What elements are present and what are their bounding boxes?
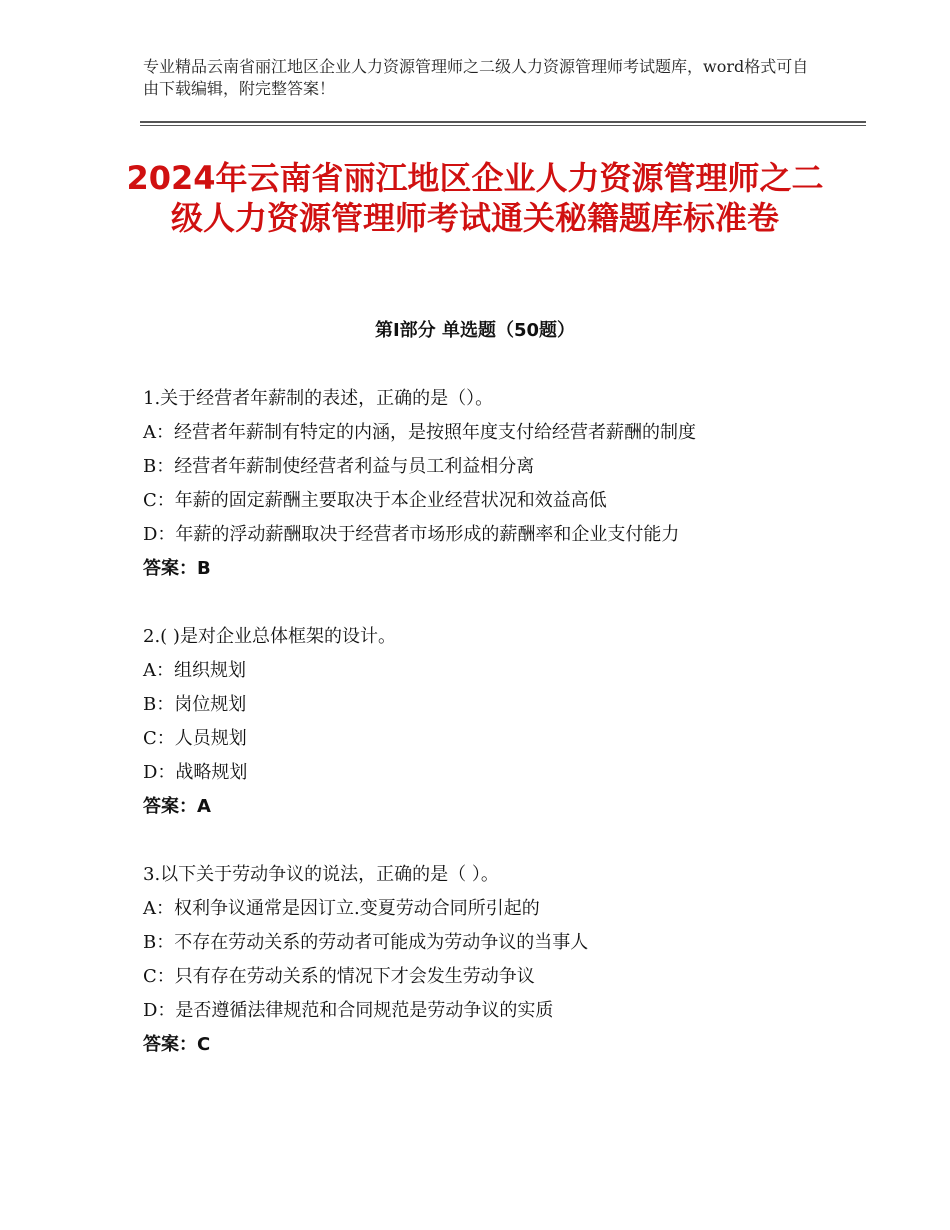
option-c: C：只有存在劳动关系的情况下才会发生劳动争议 bbox=[143, 966, 535, 987]
document-title: 2024年云南省丽江地区企业人力资源管理师之二级人力资源管理师考试通关秘籍题库标准卷 bbox=[126, 159, 824, 237]
option-d: D：战略规划 bbox=[143, 762, 248, 783]
question-stem: 1.关于经营者年薪制的表述，正确的是（）。 bbox=[143, 388, 494, 409]
option-d: D：年薪的浮动薪酬取决于经营者市场形成的薪酬率和企业支付能力 bbox=[143, 524, 680, 545]
option-b: B：岗位规划 bbox=[143, 694, 247, 715]
section-title: 第Ⅰ部分 单选题（50题） bbox=[374, 320, 575, 341]
option-a: A：组织规划 bbox=[143, 660, 246, 681]
question-list bbox=[143, 382, 843, 1096]
header-note: 专业精品云南省丽江地区企业人力资源管理师之二级人力资源管理师考试题库，word格式可自由下载编辑，附完整答案！ bbox=[143, 57, 809, 98]
header-rule-thin bbox=[140, 125, 866, 126]
header-rule-thick bbox=[140, 121, 866, 123]
answer: 答案：C bbox=[143, 1034, 211, 1055]
answer: 答案：A bbox=[143, 796, 211, 817]
question-stem: 3.以下关于劳动争议的说法，正确的是（ ）。 bbox=[143, 864, 499, 885]
option-b: B：不存在劳动关系的劳动者可能成为劳动争议的当事人 bbox=[143, 932, 589, 953]
question-3 bbox=[143, 858, 843, 1062]
option-b: B：经营者年薪制使经营者利益与员工利益相分离 bbox=[143, 456, 535, 477]
question-stem: 2.( )是对企业总体框架的设计。 bbox=[143, 626, 396, 647]
option-c: C：年薪的固定薪酬主要取决于本企业经营状况和效益高低 bbox=[143, 490, 607, 511]
option-a: A：经营者年薪制有特定的内涵，是按照年度支付给经营者薪酬的制度 bbox=[143, 422, 696, 443]
option-a: A：权利争议通常是因订立.变夏劳动合同所引起的 bbox=[143, 898, 540, 919]
option-c: C：人员规划 bbox=[143, 728, 247, 749]
question-1 bbox=[143, 382, 843, 586]
answer: 答案：B bbox=[143, 558, 211, 579]
option-d: D：是否遵循法律规范和合同规范是劳动争议的实质 bbox=[143, 1000, 554, 1021]
question-2 bbox=[143, 620, 843, 824]
